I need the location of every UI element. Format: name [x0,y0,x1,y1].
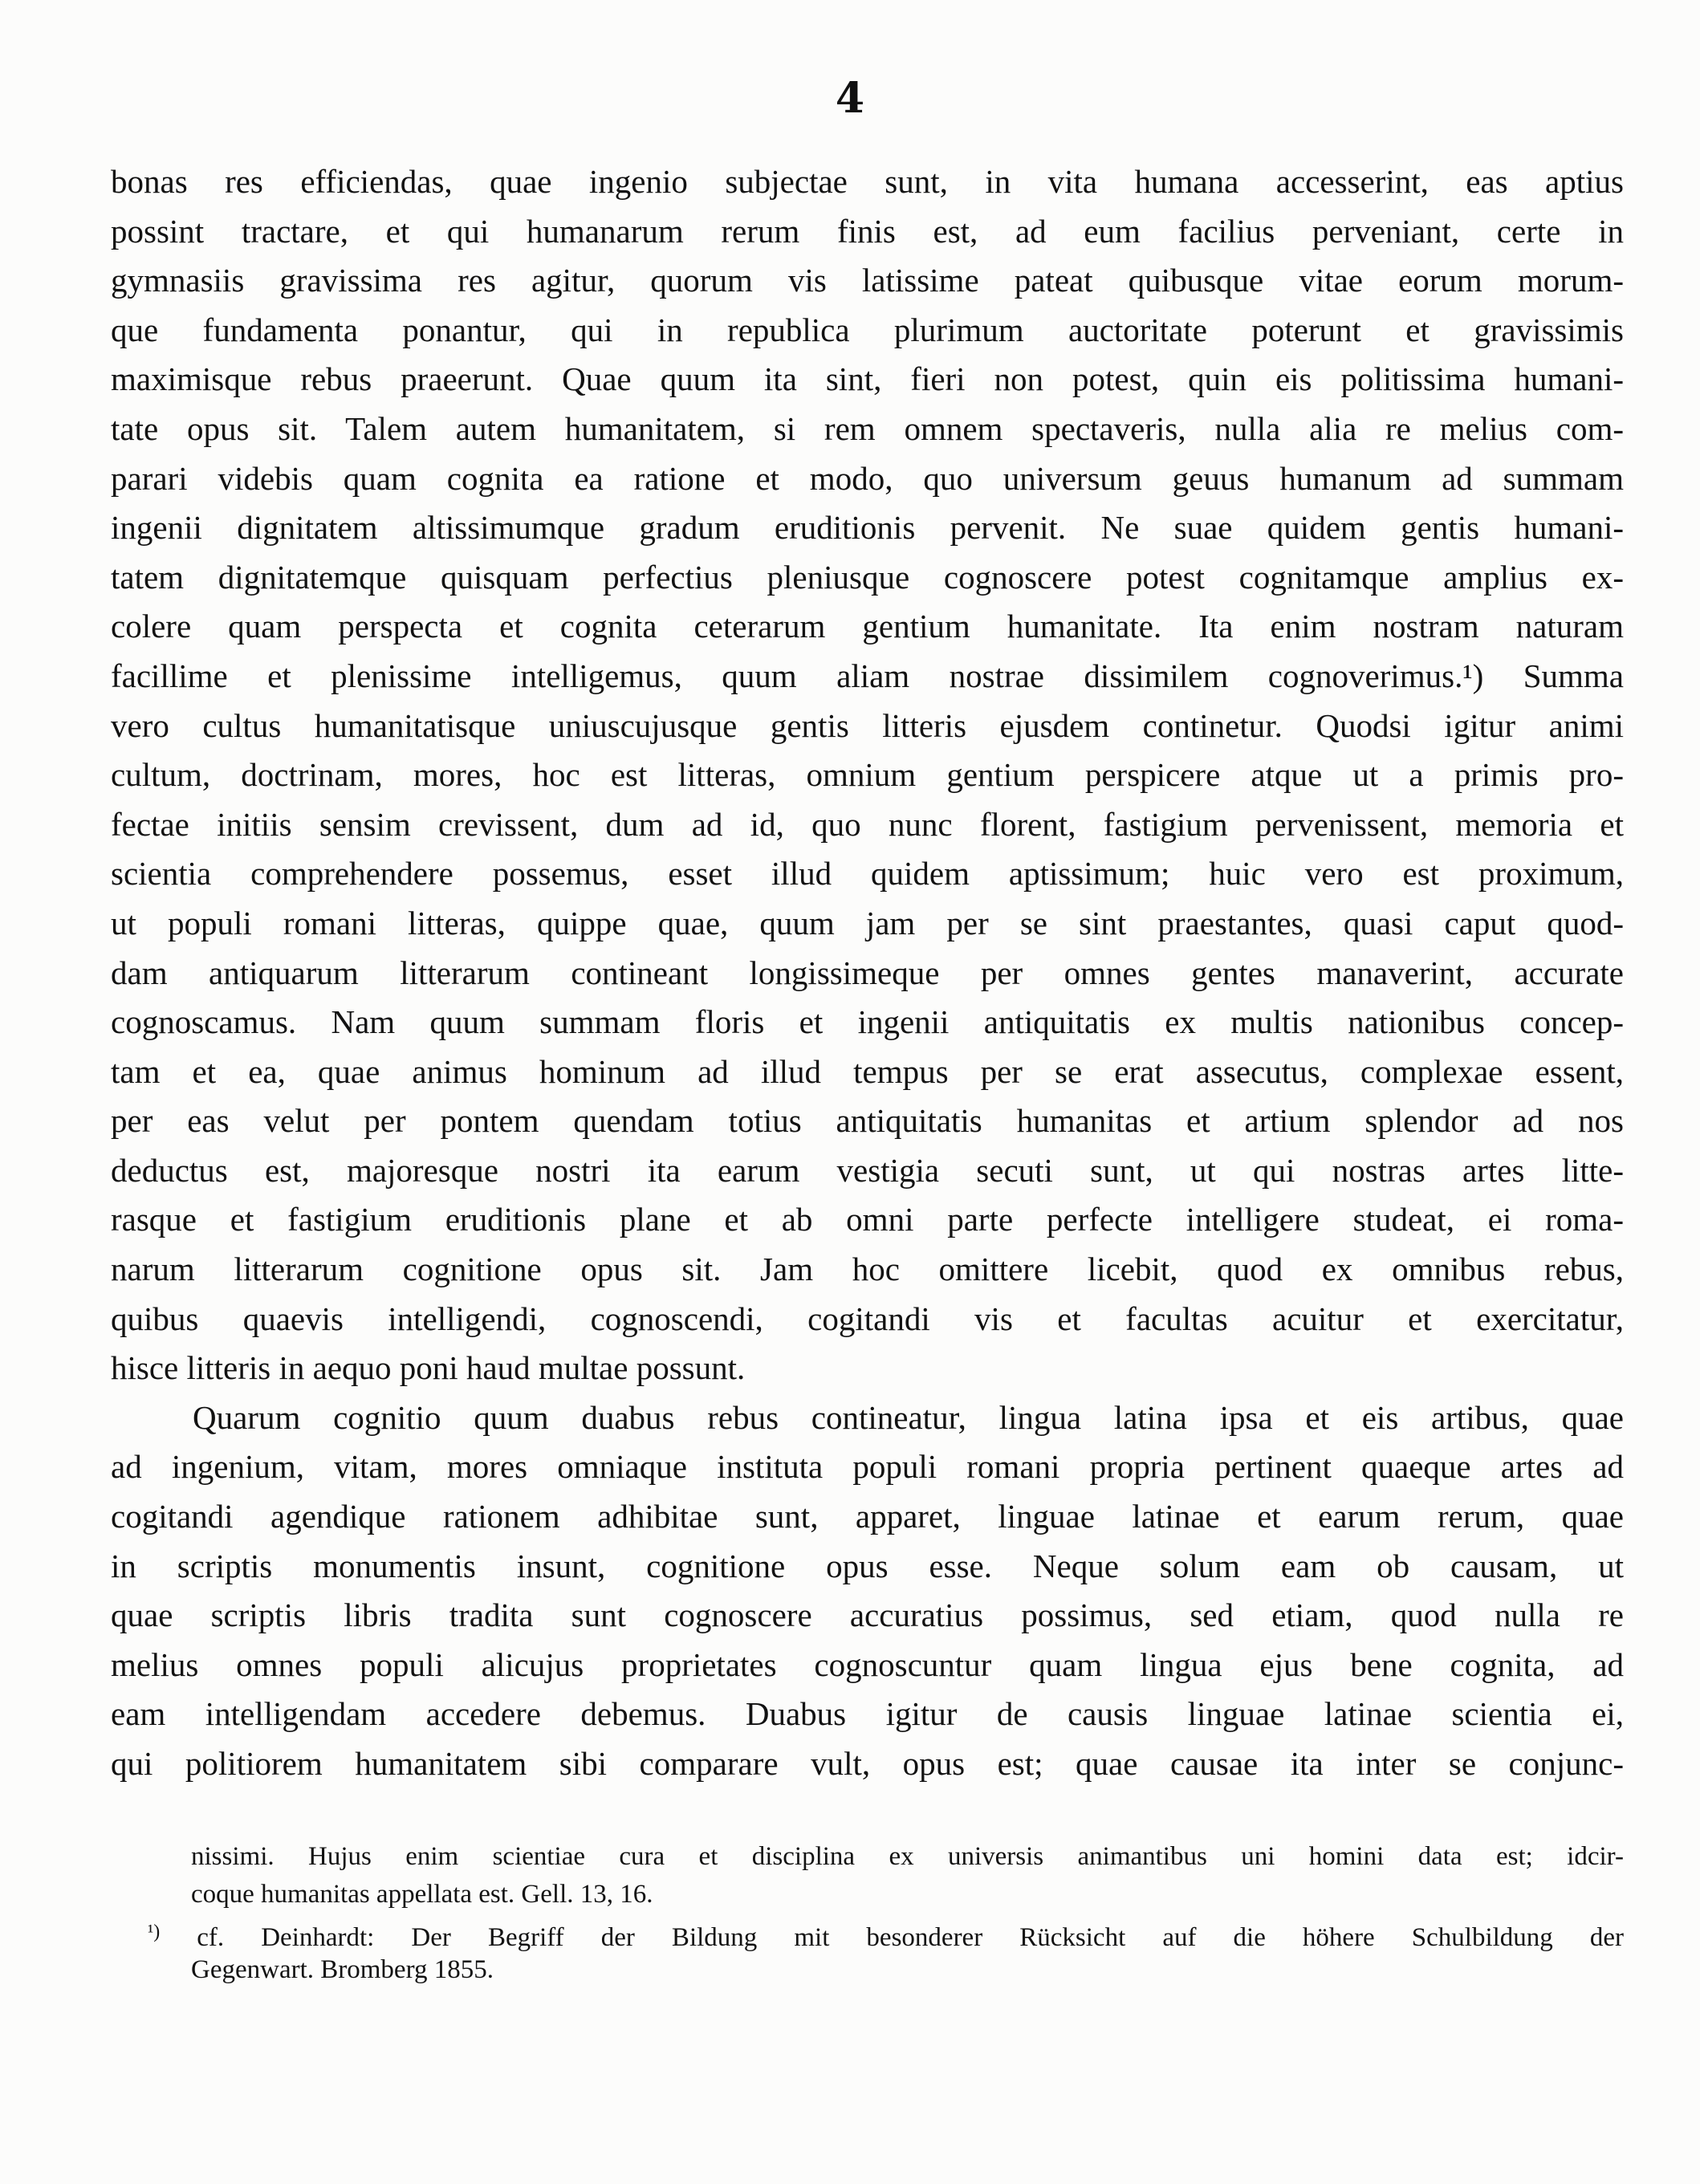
text-line: rasque et fastigium eruditionis plane et ab omni parte perfecte intelligere studeat, ei roma- [111,1201,1624,1238]
text-line: cogitandi agendique rationem adhibitae sunt, apparet, linguae latinae et earum rerum, quae [111,1498,1624,1535]
text-line: dam antiquarum litterarum contineant longissimeque per omnes gentes manaverint, accurate [111,954,1624,991]
footnote-line: coque humanitas appellata est. Gell. 13, 16. [191,1880,653,1909]
text-line: quae scriptis libris tradita sunt cognoscere accuratius possimus, sed etiam, quod nulla re [111,1596,1624,1634]
text-line: tate opus sit. Talem autem humanitatem, si rem omnem spectaveris, nulla alia re melius com- [111,409,1624,447]
text-line: in scriptis monumentis insunt, cognitione opus esse. Neque solum eam ob causam, ut [111,1547,1624,1584]
text-line: possint tractare, et qui humanarum rerum finis est, ad eum facilius perveniant, certe in [111,212,1624,250]
paragraph-1 [111,157,1624,1393]
text-line: hisce litteris in aequo poni haud multae possunt. [111,1349,746,1387]
text-line: tam et ea, quae animus hominum ad illud tempus per se erat assecutus, complexae essent, [111,1052,1624,1090]
text-line: Quarum cognitio quum duabus rebus contineatur, lingua latina ipsa et eis artibus, quae [193,1398,1624,1436]
text-line: fectae initiis sensim crevissent, dum ad id, quo nunc florent, fastigium pervenissent, memoria et [111,805,1624,843]
text-line: cognoscamus. Nam quum summam floris et ingenii antiquitatis ex multis nationibus concep- [111,1003,1624,1041]
text-line: vero cultus humanitatisque uniuscujusque gentis litteris ejusdem continetur. Quodsi igitur animi [111,706,1624,744]
footnote-marker: ¹) [148,1922,161,1942]
text-line: eam intelligendam accedere debemus. Duabus igitur de causis linguae latinae scientia ei, [111,1695,1624,1733]
text-line: cultum, doctrinam, mores, hoc est litteras, omnium gentium perspicere atque ut a primis pro- [111,756,1624,794]
text-line: deductus est, majoresque nostri ita earum vestigia secuti sunt, ut qui nostras artes litte- [111,1151,1624,1189]
text-line: que fundamenta ponantur, qui in republica plurimum auctoritate poterunt et gravissimis [111,311,1624,348]
page-number: 4 [835,74,865,123]
paragraph-2 [111,1393,1624,1789]
text-line: colere quam perspecta et cognita ceterarum gentium humanitate. Ita enim nostram naturam [111,608,1624,645]
text-line: ad ingenium, vitam, mores omniaque instituta populi romani propria pertinent quaeque artes ad [111,1448,1624,1486]
footnote-text: cf. Deinhardt: Der Begriff der Bildung mit besonderer Rücksicht auf die höhere Schulbildung der [197,1923,1624,1951]
footnotes [111,1838,1624,1989]
main-text [111,157,1624,1789]
text-line: ingenii dignitatem altissimumque gradum eruditionis pervenit. Ne suae quidem gentis humani- [111,509,1624,547]
text-line: bonas res efficiendas, quae ingenio subjectae sunt, in vita humana accesserint, eas aptius [111,163,1624,200]
text-line: per eas velut per pontem quendam totius antiquitatis humanitas et artium splendor ad nos [111,1102,1624,1140]
text-line: facillime et plenissime intelligemus, quum aliam nostrae dissimilem cognoverimus.¹) Summa [111,657,1624,694]
text-line: narum litterarum cognitione opus sit. Jam hoc omittere licebit, quod ex omnibus rebus, [111,1251,1624,1288]
text-line: tatem dignitatemque quisquam perfectius pleniusque cognoscere potest cognitamque amplius ex- [111,558,1624,596]
footnote-line: nissimi. Hujus enim scientiae cura et disciplina ex universis animantibus uni homini data est; idcir- [191,1842,1624,1871]
text-line: gymnasiis gravissima res agitur, quorum vis latissime pateat quibusque vitae eorum morum- [111,262,1624,299]
text-line: scientia comprehendere possemus, esset illud quidem aptissimum; huic vero est proximum, [111,855,1624,893]
text-line: quibus quaevis intelligendi, cognoscendi, cogitandi vis et facultas acuitur et exercitatur, [111,1299,1624,1337]
text-line: parari videbis quam cognita ea ratione et modo, quo universum geuus humanum ad summam [111,459,1624,497]
footnote-1 [111,1914,1624,1951]
text-line: qui politiorem humanitatem sibi comparare vult, opus est; quae causae ita inter se conjunc- [111,1745,1624,1782]
footnote-line: Gegenwart. Bromberg 1855. [191,1955,494,1984]
text-line: melius omnes populi alicujus proprietates cognoscuntur quam lingua ejus bene cognita, ad [111,1645,1624,1683]
text-line: ut populi romani litteras, quippe quae, quum jam per se sint praestantes, quasi caput quod- [111,904,1624,942]
text-line: maximisque rebus praeerunt. Quae quum ita sint, fieri non potest, quin eis politissima humani- [111,360,1624,398]
